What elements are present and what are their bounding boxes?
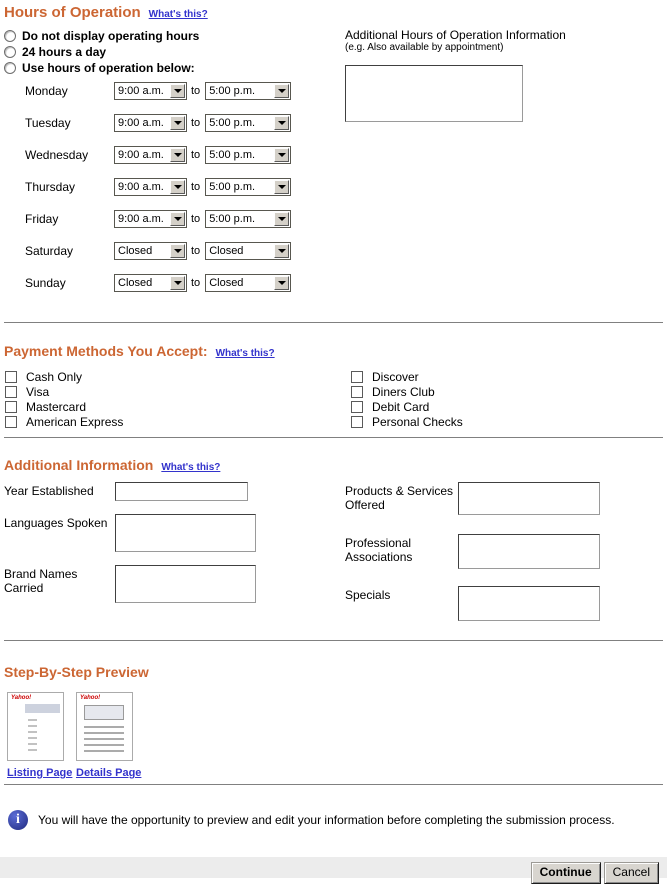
specials-textarea[interactable]: [458, 586, 600, 621]
hours-left-column: [4, 28, 345, 306]
additional-right-column: [345, 482, 600, 621]
additional-whats-this-link[interactable]: What's this?: [161, 462, 221, 473]
to-label: to: [191, 85, 201, 97]
to-label: to: [191, 277, 201, 289]
thursday-close-select[interactable]: 5:00 p.m.: [205, 178, 291, 196]
payment-option-debit-card: Debit Card: [350, 399, 463, 414]
checkbox[interactable]: [351, 371, 363, 383]
brand-names-label: Brand Names Carried: [4, 567, 78, 595]
additional-hours-hint: (e.g. Also available by appointment): [345, 42, 504, 53]
payment-option-personal-checks: Personal Checks: [350, 414, 463, 429]
hours-of-operation-section: [0, 0, 667, 306]
hours-day-rows: [4, 82, 345, 292]
friday-close-select[interactable]: 5:00 p.m.: [205, 210, 291, 228]
radio-label: Do not display operating hours: [22, 29, 200, 43]
section-divider: [4, 322, 663, 323]
radio-option-no-display: [4, 28, 345, 44]
hours-row-monday: [4, 82, 345, 100]
chevron-down-icon: [170, 276, 185, 290]
checkbox[interactable]: [351, 386, 363, 398]
additional-section-title: Additional Information: [4, 457, 154, 473]
footer-buttons: [531, 862, 659, 884]
preview-heading-row: [4, 664, 667, 680]
year-established-label: Year Established: [4, 484, 94, 498]
preview-section-title: Step-By-Step Preview: [4, 664, 149, 680]
products-services-row: [345, 482, 600, 515]
day-label: Thursday: [25, 180, 76, 194]
brand-names-row: [4, 565, 345, 603]
to-label: to: [191, 181, 201, 193]
sunday-close-select[interactable]: Closed: [205, 274, 291, 292]
friday-open-select[interactable]: 9:00 a.m.: [114, 210, 187, 228]
hours-whats-this-link[interactable]: What's this?: [148, 9, 208, 20]
additional-heading-row: [4, 457, 667, 473]
chevron-down-icon: [170, 148, 185, 162]
hours-heading-row: [4, 4, 667, 22]
day-label: Sunday: [25, 276, 66, 290]
radio-option-use-hours-below: [4, 60, 345, 76]
radio-button[interactable]: [4, 62, 16, 74]
payment-option-diners-club: Diners Club: [350, 384, 463, 399]
monday-close-select[interactable]: 5:00 p.m.: [205, 82, 291, 100]
listing-page-preview: [7, 692, 76, 779]
payment-option-discover: Discover: [350, 369, 463, 384]
additional-hours-column: [345, 28, 667, 306]
languages-spoken-row: [4, 514, 345, 552]
info-icon: i: [8, 810, 28, 830]
section-divider: [4, 784, 663, 785]
year-established-input[interactable]: [115, 482, 248, 501]
yahoo-logo: Yahoo!: [80, 695, 101, 701]
products-services-label: Products & Services Offered: [345, 484, 454, 512]
chevron-down-icon: [170, 180, 185, 194]
hours-row-wednesday: [4, 146, 345, 164]
chevron-down-icon: [274, 244, 289, 258]
wednesday-open-select[interactable]: 9:00 a.m.: [114, 146, 187, 164]
payment-section-title: Payment Methods You Accept:: [4, 343, 208, 359]
hours-row-tuesday: [4, 114, 345, 132]
checkbox[interactable]: [5, 371, 17, 383]
saturday-open-select[interactable]: Closed: [114, 242, 187, 260]
chevron-down-icon: [274, 116, 289, 130]
monday-open-select[interactable]: 9:00 a.m.: [114, 82, 187, 100]
details-page-thumbnail[interactable]: [76, 692, 133, 761]
payment-right-list: [350, 369, 463, 429]
footer-action-bar: [0, 857, 667, 878]
specials-label: Specials: [345, 588, 391, 602]
payment-option-visa: Visa: [4, 384, 350, 399]
chevron-down-icon: [170, 244, 185, 258]
payment-whats-this-link[interactable]: What's this?: [215, 348, 275, 359]
chevron-down-icon: [170, 116, 185, 130]
professional-associations-row: [345, 534, 600, 569]
thumbnail-header-band: [25, 704, 60, 713]
checkbox[interactable]: [5, 386, 17, 398]
hours-row-sunday: [4, 274, 345, 292]
day-label: Monday: [25, 84, 68, 98]
radio-button[interactable]: [4, 46, 16, 58]
cancel-button[interactable]: Cancel: [604, 862, 659, 884]
languages-spoken-label: Languages Spoken: [4, 516, 108, 530]
day-label: Tuesday: [25, 116, 71, 130]
listing-page-thumbnail[interactable]: [7, 692, 64, 761]
preview-thumbnails-row: [7, 692, 667, 779]
radio-button[interactable]: [4, 30, 16, 42]
sunday-open-select[interactable]: Closed: [114, 274, 187, 292]
additional-hours-textarea[interactable]: [345, 65, 523, 122]
professional-associations-label: Professional Associations: [345, 536, 413, 564]
to-label: to: [191, 117, 201, 129]
thumbnail-text-lines: [84, 726, 124, 752]
chevron-down-icon: [274, 276, 289, 290]
step-by-step-preview-section: [0, 664, 667, 779]
listing-page-link[interactable]: Listing Page: [7, 767, 73, 779]
day-label: Friday: [25, 212, 59, 226]
submission-notice-text: You will have the opportunity to preview and edit your information before completing the submission process.: [38, 813, 615, 827]
tuesday-open-select[interactable]: 9:00 a.m.: [114, 114, 187, 132]
thursday-open-select[interactable]: 9:00 a.m.: [114, 178, 187, 196]
radio-label: Use hours of operation below:: [22, 61, 195, 75]
day-label: Wednesday: [25, 148, 89, 162]
checkbox[interactable]: [351, 416, 363, 428]
continue-button[interactable]: Continue: [531, 862, 601, 884]
section-divider: [4, 640, 663, 641]
tuesday-close-select[interactable]: 5:00 p.m.: [205, 114, 291, 132]
languages-spoken-textarea[interactable]: [115, 514, 256, 552]
payment-option-cash-only: Cash Only: [4, 369, 350, 384]
payment-columns: [4, 369, 667, 429]
yahoo-logo: Yahoo!: [11, 695, 32, 701]
additional-hours-label: Additional Hours of Operation Information: [345, 28, 566, 42]
chevron-down-icon: [274, 148, 289, 162]
to-label: to: [191, 245, 201, 257]
checkbox[interactable]: [5, 416, 17, 428]
products-services-textarea[interactable]: [458, 482, 600, 515]
radio-option-24-hours: [4, 44, 345, 60]
hours-row-friday: [4, 210, 345, 228]
specials-row: [345, 586, 600, 621]
chevron-down-icon: [274, 212, 289, 226]
day-label: Saturday: [25, 244, 74, 258]
to-label: to: [191, 213, 201, 225]
payment-option-mastercard: Mastercard: [4, 399, 350, 414]
to-label: to: [191, 149, 201, 161]
checkbox[interactable]: [5, 401, 17, 413]
hours-columns: [4, 28, 667, 306]
wednesday-close-select[interactable]: 5:00 p.m.: [205, 146, 291, 164]
payment-option-american-express: American Express: [4, 414, 350, 429]
thumbnail-banner-box: [84, 705, 124, 720]
payment-heading-row: [4, 343, 667, 359]
saturday-close-select[interactable]: Closed: [205, 242, 291, 260]
chevron-down-icon: [274, 84, 289, 98]
section-divider: [4, 437, 663, 438]
radio-label: 24 hours a day: [22, 45, 107, 59]
submission-notice-row: [0, 810, 667, 830]
thumbnail-list-lines: [28, 719, 37, 751]
year-established-row: [4, 482, 345, 501]
chevron-down-icon: [274, 180, 289, 194]
chevron-down-icon: [170, 212, 185, 226]
details-page-link[interactable]: Details Page: [76, 767, 142, 779]
professional-associations-textarea[interactable]: [458, 534, 600, 569]
chevron-down-icon: [170, 84, 185, 98]
hours-row-saturday: [4, 242, 345, 260]
payment-left-list: [4, 369, 350, 429]
additional-columns: [4, 482, 667, 621]
checkbox[interactable]: [351, 401, 363, 413]
additional-left-column: [4, 482, 345, 621]
payment-methods-section: [0, 343, 667, 429]
brand-names-textarea[interactable]: [115, 565, 256, 603]
hours-row-thursday: [4, 178, 345, 196]
additional-information-section: [0, 457, 667, 621]
hours-section-title: Hours of Operation: [4, 4, 141, 21]
details-page-preview: [76, 692, 145, 779]
